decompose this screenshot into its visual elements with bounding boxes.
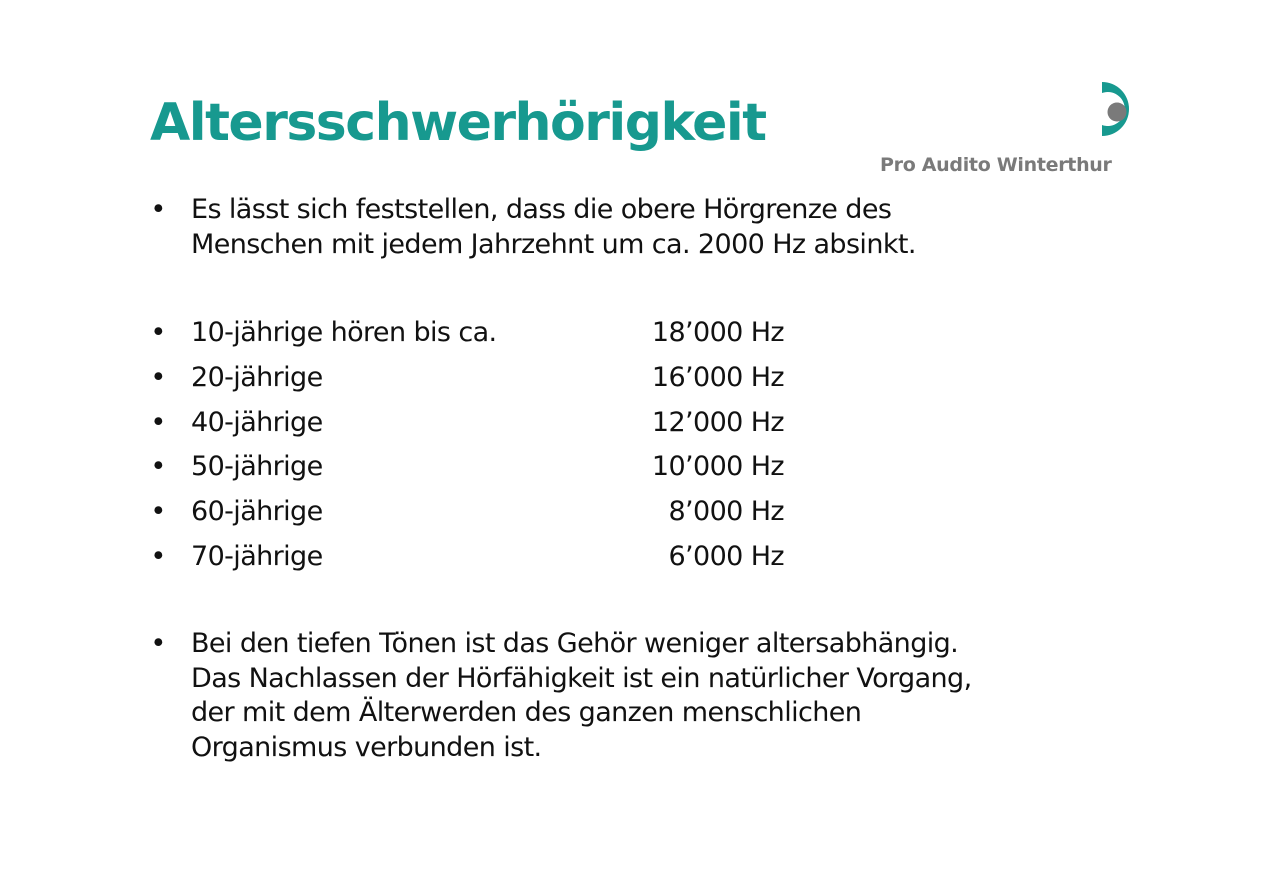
intro-line: Menschen mit jedem Jahrzehnt um ca. 2000 Hz absinkt. (191, 228, 916, 260)
frequency-value: 12’000 Hz (651, 406, 784, 438)
age-label: 40-jährige (191, 406, 323, 438)
bullet-icon: • (150, 317, 166, 348)
ear-logo-icon (1098, 70, 1160, 148)
bullet-icon: • (150, 451, 166, 483)
bullet-icon: • (150, 361, 166, 393)
age-label: 20-jährige (191, 361, 323, 393)
age-label: 60-jährige (191, 496, 323, 528)
outro-line: Das Nachlassen der Hörfähigkeit ist ein natürlicher Vorgang, (191, 662, 972, 694)
frequency-value: 10’000 Hz (651, 451, 784, 483)
pro-audito-logo (880, 70, 1160, 185)
intro-bullet (150, 193, 916, 262)
frequency-value: 16’000 Hz (651, 361, 784, 393)
outro-bullet (150, 627, 972, 765)
age-label: 10-jährige hören bis ca. (191, 317, 497, 348)
slide-title: Altersschwerhörigkeit (150, 93, 766, 153)
bullet-icon: • (150, 540, 166, 572)
outro-line: der mit dem Älterwerden des ganzen menschlichen (191, 697, 862, 728)
bullet-icon: • (150, 194, 166, 225)
bullet-icon: • (150, 496, 166, 528)
frequency-value: 18’000 Hz (651, 317, 784, 348)
age-label: 50-jährige (191, 451, 323, 483)
age-label: 70-jährige (191, 540, 323, 572)
intro-bullet-list (150, 193, 916, 262)
outro-bullet-list (150, 627, 972, 765)
frequency-value: 8’000 Hz (668, 496, 784, 528)
outro-line: Bei den tiefen Tönen ist das Gehör weniger altersabhängig. (191, 628, 959, 659)
bullet-icon: • (150, 406, 166, 438)
frequency-value: 6’000 Hz (668, 540, 784, 572)
outro-line: Organismus verbunden ist. (191, 731, 542, 763)
bullet-icon: • (150, 628, 166, 659)
logo-text: Pro Audito Winterthur (880, 154, 1112, 176)
intro-line: Es lässt sich feststellen, dass die obere Hörgrenze des (191, 194, 892, 225)
